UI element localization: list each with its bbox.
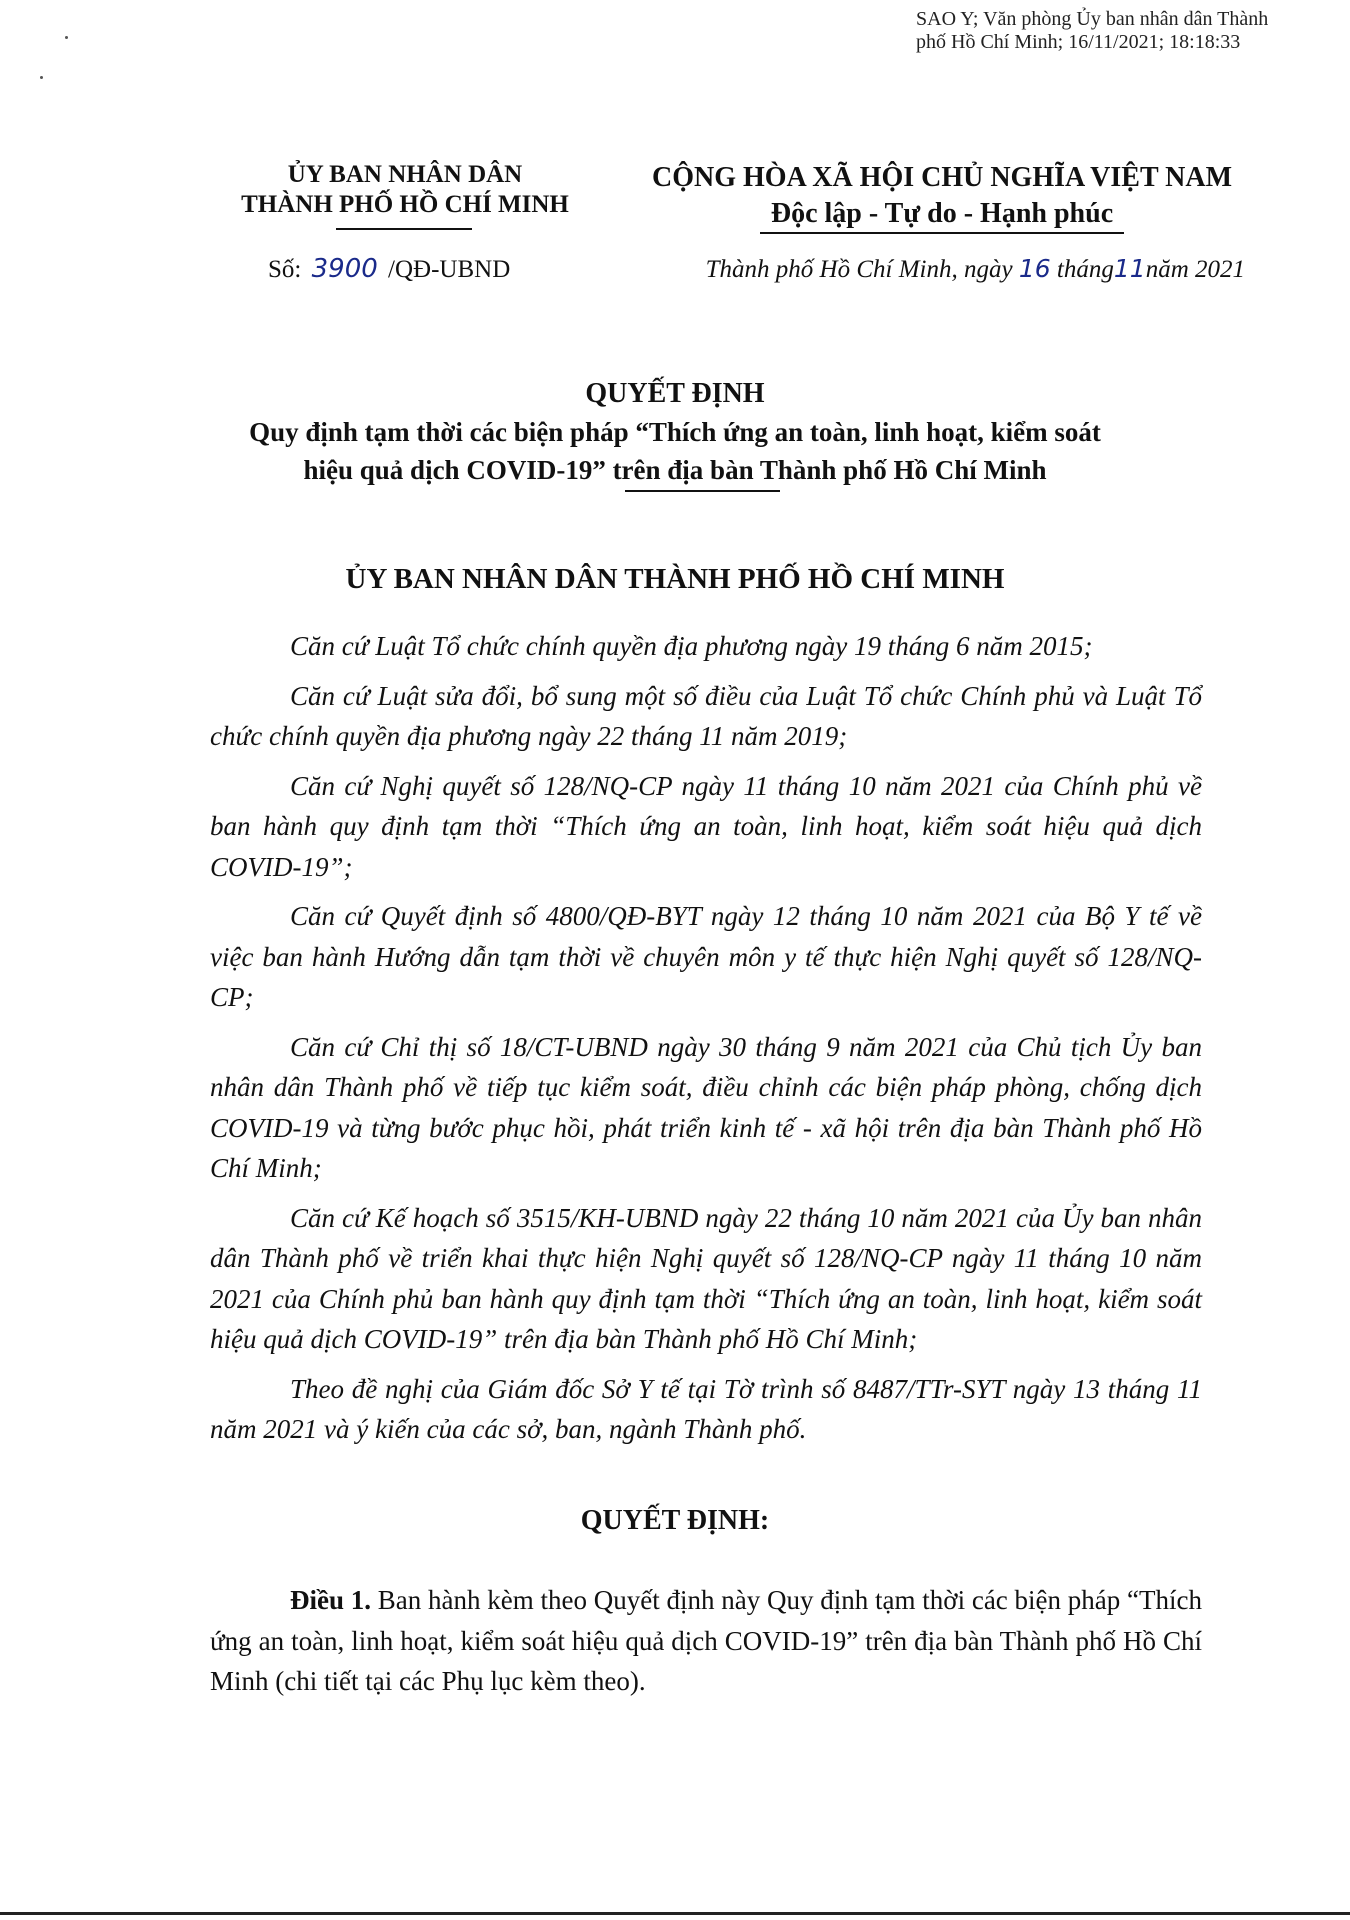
scan-bottom-edge [0,1912,1350,1915]
article-1-label: Điều 1. [290,1585,372,1615]
preamble [210,626,1202,1459]
stamp-line-2: phố Hồ Chí Minh; 16/11/2021; 18:18:33 [916,31,1241,53]
title-sub-line-1: Quy định tạm thời các biện pháp “Thích ứng an toàn, linh hoạt, kiểm soát [249,417,1101,447]
preamble-paragraph: Căn cứ Luật sửa đổi, bổ sung một số điều của Luật Tổ chức Chính phủ và Luật Tổ chức chính quyền địa phương ngày 22 tháng 11 năm 2019; [210,680,1202,751]
scan-speck [65,36,68,39]
copy-stamp [916,8,1336,54]
issuing-authority [205,160,605,220]
decision-heading: QUYẾT ĐỊNH: [580,1505,770,1536]
preamble-paragraph: Theo đề nghị của Giám đốc Sở Y tế tại Tờ trình số 8487/TTr-SYT ngày 13 tháng 11 năm 2021 và ý kiến của các sở, ban, ngành Thành phố. [210,1373,1202,1444]
decision-title [150,375,1200,489]
preamble-paragraph: Căn cứ Nghị quyết số 128/NQ-CP ngày 11 tháng 10 năm 2021 của Chính phủ về ban hành quy định tạm thời “Thích ứng an toàn, linh hoạt, kiểm soát hiệu quả dịch COVID-19”; [210,770,1202,882]
issuer-line-2: THÀNH PHỐ HỒ CHÍ MINH [241,191,569,218]
date-line [645,254,1245,285]
date-part-1: Thành phố Hồ Chí Minh, ngày [705,256,1013,283]
date-month-handwritten: 11 [1113,254,1146,283]
article-1-text: Ban hành kèm theo Quyết định này Quy định tạm thời các biện pháp “Thích ứng an toàn, linh hoạt, kiểm soát hiệu quả dịch COVID-19” trên địa bàn Thành phố Hồ Chí Minh (chi tiết tại các Phụ lục kèm theo). [210,1585,1202,1696]
preamble-paragraph: Căn cứ Chỉ thị số 18/CT-UBND ngày 30 tháng 9 năm 2021 của Chủ tịch Ủy ban nhân dân Thành phố về tiếp tục kiểm soát, điều chỉnh các biện pháp phòng, chống dịch COVID-19 và từng bước phục hồi, phát triển kinh tế - xã hội trên địa bàn Thành phố Hồ Chí Minh; [210,1031,1202,1183]
motto-underline [760,232,1124,234]
doc-number-handwritten: 3900 [311,254,378,284]
preamble-paragraph: Căn cứ Kế hoạch số 3515/KH-UBND ngày 22 tháng 10 năm 2021 của Ủy ban nhân dân Thành phố về triển khai thực hiện Nghị quyết số 128/NQ-CP ngày 11 tháng 10 năm 2021 của Chính phủ ban hành quy định tạm thời “Thích ứng an toàn, linh hoạt, kiểm soát hiệu quả dịch COVID-19” trên địa bàn Thành phố Hồ Chí Minh; [210,1202,1202,1354]
stamp-line-1: SAO Y; Văn phòng Ủy ban nhân dân Thành [916,8,1269,30]
title-main: QUYẾT ĐỊNH [585,378,765,409]
date-part-3: năm 2021 [1145,256,1245,283]
issuer-line-1: ỦY BAN NHÂN DÂN [287,161,523,188]
article-1 [210,1580,1202,1702]
date-part-2: tháng [1056,256,1114,283]
preamble-paragraph: Căn cứ Quyết định số 4800/QĐ-BYT ngày 12 tháng 10 năm 2021 của Bộ Y tế về việc ban hành Hướng dẫn tạm thời về chuyên môn y tế thực hiện Nghị quyết số 128/NQ-CP; [210,901,1202,1012]
doc-number-prefix: Số: [268,256,302,283]
scan-speck [40,76,43,79]
doc-number-suffix: /QĐ-UBND [388,256,511,283]
date-day-handwritten: 16 [1018,254,1051,283]
national-motto [612,160,1272,232]
title-underline [625,490,780,492]
preamble-paragraph: Căn cứ Luật Tổ chức chính quyền địa phương ngày 19 tháng 6 năm 2015; [290,631,1093,661]
motto: Độc lập - Tự do - Hạnh phúc [770,198,1114,229]
country-name: CỘNG HÒA XÃ HỘI CHỦ NGHĨA VIỆT NAM [651,162,1233,193]
title-sub-line-2: hiệu quả dịch COVID-19” trên địa bàn Thành phố Hồ Chí Minh [303,455,1047,485]
issuer-underline [336,228,472,230]
document-number [268,254,510,285]
authority-heading: ỦY BAN NHÂN DÂN THÀNH PHỐ HỒ CHÍ MINH [345,563,1005,595]
